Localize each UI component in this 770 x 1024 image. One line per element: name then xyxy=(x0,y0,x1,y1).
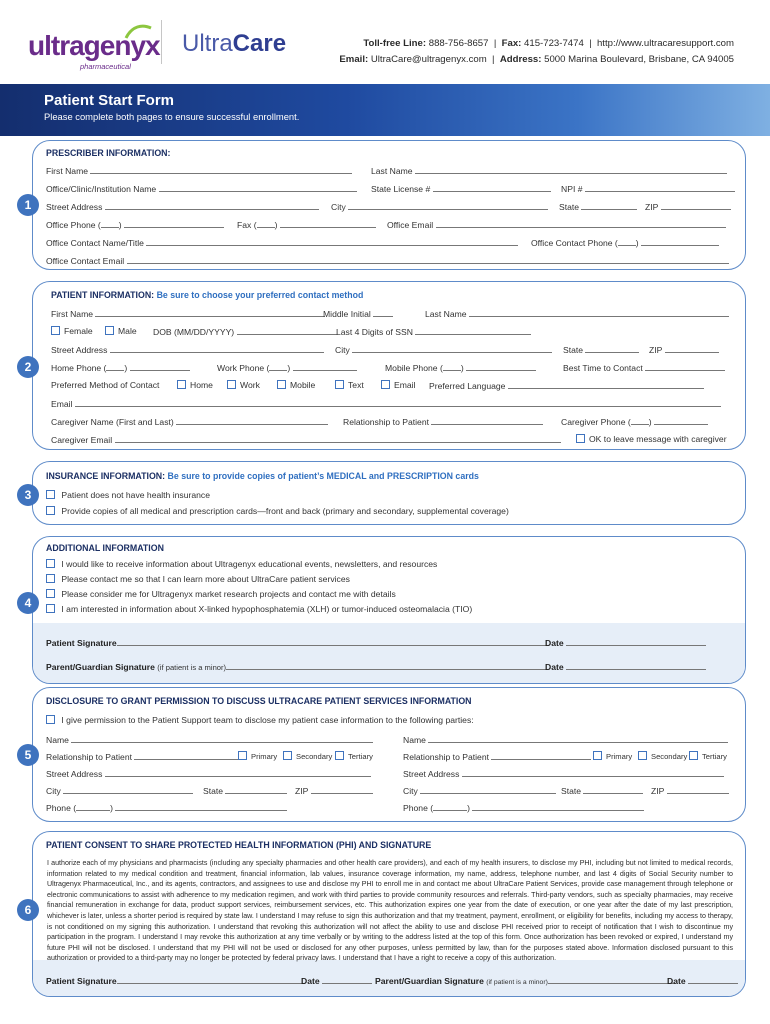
field-party2-phone[interactable]: Phone ( ) xyxy=(403,802,644,813)
field-caregiver-phone[interactable]: Caregiver Phone ( ) xyxy=(561,416,708,427)
field-state-license[interactable]: State License # xyxy=(371,183,551,194)
field-party2-state[interactable]: State xyxy=(561,785,643,796)
checkbox-female[interactable]: Female xyxy=(51,326,93,336)
field-party2-zip[interactable]: ZIP xyxy=(651,785,729,796)
section-additional xyxy=(32,536,746,684)
field-party1-state[interactable]: State xyxy=(203,785,287,796)
field-office-phone[interactable]: Office Phone ( ) xyxy=(46,219,224,230)
field-street[interactable]: Street Address xyxy=(51,344,324,355)
checkbox-text[interactable]: Text xyxy=(335,380,364,390)
field-npi[interactable]: NPI # xyxy=(561,183,735,194)
section-prescriber xyxy=(32,140,746,270)
field-contact-name[interactable]: Office Contact Name/Title xyxy=(46,237,518,248)
field-patient-date[interactable]: Date xyxy=(301,975,372,986)
checkbox-party1-primary[interactable]: Primary xyxy=(238,751,277,761)
section-title: ADDITIONAL INFORMATION xyxy=(46,543,164,553)
checkbox-additional-4[interactable]: I am interested in information about X-linked hypophosphatemia (XLH) or tumor-induced osteomalacia (TIO) xyxy=(46,604,472,614)
section-title: DISCLOSURE TO GRANT PERMISSION TO DISCUSS ULTRACARE PATIENT SERVICES INFORMATION xyxy=(46,696,472,706)
field-caregiver-email[interactable]: Caregiver Email xyxy=(51,434,561,445)
ultragenyx-subtitle: pharmaceutical xyxy=(80,62,131,71)
section-title: PRESCRIBER INFORMATION: xyxy=(46,148,171,158)
section-patient xyxy=(32,281,746,450)
field-party1-city[interactable]: City xyxy=(46,785,193,796)
field-zip[interactable]: ZIP xyxy=(645,201,731,212)
section-number-4: 4 xyxy=(17,592,39,614)
checkbox-party2-primary[interactable]: Primary xyxy=(593,751,632,761)
field-email[interactable]: Email xyxy=(51,398,721,409)
checkbox-party1-secondary[interactable]: Secondary xyxy=(283,751,332,761)
field-mobile-phone[interactable]: Mobile Phone ( ) xyxy=(385,362,536,373)
field-fax[interactable]: Fax ( ) xyxy=(237,219,376,230)
field-party1-relationship[interactable]: Relationship to Patient xyxy=(46,751,244,762)
field-home-phone[interactable]: Home Phone ( ) xyxy=(51,362,190,373)
field-last-name[interactable]: Last Name xyxy=(425,308,729,319)
ultracare-logo: UltraCare xyxy=(182,30,287,57)
field-city[interactable]: City xyxy=(335,344,552,355)
section-title: PATIENT INFORMATION: Be sure to choose your preferred contact method xyxy=(51,290,364,300)
field-party2-name[interactable]: Name xyxy=(403,734,728,745)
field-guardian-date[interactable]: Date xyxy=(667,975,738,986)
section-disclosure xyxy=(32,687,746,822)
field-relationship[interactable]: Relationship to Patient xyxy=(343,416,543,427)
field-party1-name[interactable]: Name xyxy=(46,734,373,745)
section-title: INSURANCE INFORMATION: Be sure to provide copies of patient’s MEDICAL and PRESCRIPTION cards xyxy=(46,471,479,481)
field-patient-signature[interactable]: Patient Signature xyxy=(46,975,305,986)
field-party1-zip[interactable]: ZIP xyxy=(295,785,373,796)
field-guardian-signature[interactable]: Parent/Guardian Signature (if patient is a minor) xyxy=(46,661,548,672)
field-city[interactable]: City xyxy=(331,201,548,212)
field-zip[interactable]: ZIP xyxy=(649,344,719,355)
checkbox-party2-secondary[interactable]: Secondary xyxy=(638,751,687,761)
field-contact-email[interactable]: Office Contact Email xyxy=(46,255,729,266)
email-link[interactable]: UltraCare@ultragenyx.com xyxy=(370,54,487,65)
section-title: PATIENT CONSENT TO SHARE PROTECTED HEALTH INFORMATION (PHI) AND SIGNATURE xyxy=(46,840,432,850)
website-link[interactable]: http://www.ultracaresupport.com xyxy=(596,38,734,49)
field-first-name[interactable]: First Name xyxy=(51,308,325,319)
field-party1-street[interactable]: Street Address xyxy=(46,768,371,779)
checkbox-email[interactable]: Email xyxy=(381,380,416,390)
label-preferred-method: Preferred Method of Contact xyxy=(51,380,160,390)
ultragenyx-logo xyxy=(28,22,160,71)
field-guardian-date[interactable]: Date xyxy=(545,661,706,672)
checkbox-work[interactable]: Work xyxy=(227,380,260,390)
field-contact-phone[interactable]: Office Contact Phone ( ) xyxy=(531,237,719,248)
signature-area xyxy=(33,623,745,684)
field-party2-relationship[interactable]: Relationship to Patient xyxy=(403,751,591,762)
field-street[interactable]: Street Address xyxy=(46,201,319,212)
field-party2-street[interactable]: Street Address xyxy=(403,768,724,779)
checkbox-no-insurance[interactable]: Patient does not have health insurance xyxy=(46,490,210,500)
page-title: Patient Start Form xyxy=(44,92,175,109)
checkbox-additional-2[interactable]: Please contact me so that I can learn more about UltraCare patient services xyxy=(46,574,350,584)
field-first-name[interactable]: First Name xyxy=(46,165,352,176)
field-office-email[interactable]: Office Email xyxy=(387,219,726,230)
page-subtitle: Please complete both pages to ensure successful enrollment. xyxy=(44,111,300,122)
ultragenyx-wordmark: ultragenyx xyxy=(28,30,160,61)
field-state[interactable]: State xyxy=(559,201,637,212)
field-last-name[interactable]: Last Name xyxy=(371,165,727,176)
section-number-6: 6 xyxy=(17,899,39,921)
contact-info: Toll-free Line: 888-756-8657 | Fax: 415-723-7474 | http://www.ultracaresupport.com Email: UltraCare@ultragenyx.com | Address: 5000 Marina Boulevard, Brisbane, CA 94005 xyxy=(339,38,734,65)
title-banner xyxy=(0,84,770,136)
section-consent xyxy=(32,831,746,997)
checkbox-additional-3[interactable]: Please consider me for Ultragenyx market research projects and contact me with details xyxy=(46,589,396,599)
field-state[interactable]: State xyxy=(563,344,639,355)
field-patient-signature[interactable]: Patient Signature xyxy=(46,637,549,648)
field-work-phone[interactable]: Work Phone ( ) xyxy=(217,362,357,373)
field-best-time[interactable]: Best Time to Contact xyxy=(563,362,725,373)
section-number-5: 5 xyxy=(17,744,39,766)
field-party1-phone[interactable]: Phone ( ) xyxy=(46,802,287,813)
checkbox-mobile[interactable]: Mobile xyxy=(277,380,315,390)
checkbox-permission[interactable]: I give permission to the Patient Support team to disclose my patient case information to the following parties: xyxy=(46,715,474,725)
field-caregiver-name[interactable]: Caregiver Name (First and Last) xyxy=(51,416,328,427)
checkbox-party1-tertiary[interactable]: Tertiary xyxy=(335,751,373,761)
field-patient-date[interactable]: Date xyxy=(545,637,706,648)
checkbox-ok-leave-message[interactable]: OK to leave message with caregiver xyxy=(576,434,727,444)
field-ssn[interactable]: Last 4 Digits of SSN xyxy=(336,326,531,337)
field-dob[interactable]: DOB (MM/DD/YYYY) xyxy=(153,326,337,337)
field-office-name[interactable]: Office/Clinic/Institution Name xyxy=(46,183,357,194)
field-preferred-language[interactable]: Preferred Language xyxy=(429,380,704,391)
field-middle-initial[interactable]: Middle Initial xyxy=(323,308,393,319)
checkbox-additional-1[interactable]: I would like to receive information about Ultragenyx educational events, newsletters, and resources xyxy=(46,559,437,569)
section-number-2: 2 xyxy=(17,356,39,378)
logo-divider xyxy=(161,20,162,64)
checkbox-home[interactable]: Home xyxy=(177,380,213,390)
checkbox-male[interactable]: Male xyxy=(105,326,137,336)
section-insurance xyxy=(32,461,746,525)
checkbox-party2-tertiary[interactable]: Tertiary xyxy=(689,751,727,761)
field-party2-city[interactable]: City xyxy=(403,785,556,796)
consent-text: I authorize each of my physicians and pharmacists (including any specialty pharmacies and other health care providers), and each of my health insurers, to disclose my PHI, including but not limited to medical records, information related to my medical condition and treatment, financial information, lab values, insurance coverage information, my name, address, telephone number, and last 4 digits of Social Security number to Ultragenyx Pharmaceutical, Inc., and its agents, contractors, and assignees to use and disclose my PHI to enroll me in and contact me about UltraCare Patient Services, provide case management through telephone or electronic communications to assist with adherence to my medication regimen, and work with third parties to provide community resources and referrals. Third-party vendors, such as specialty pharmacies, may receive financial remuneration in exchange for data, product support services, reimbursement services, etc. This authorization expires one year from the date of execution, or one year after the date of my last prescription, whichever is later, unless a shorter period is required by state law. I understand I may refuse to sign this authorization and that my treatment, payment, enrollment, or eligibility for benefits, including my access to therapy, is not conditioned on my signing this authorization. I understand that revoking this authorization will not affect the ability to use and disclose PHI received prior to receipt of notification that I wish to discontinue my participation in the program. I understand I may revoke this authorization at any time verbally or by writing to the address listed at the top of this form. Once authorization has been revoked or expired, I understand my future PHI will not be disclosed. I understand that my PHI will not be used or disclosed for any other purposes, unless permitted by law, than for the purposes stated above. Information disclosed pursuant to this authorization or provided to a third-party may no longer be protected by federal privacy laws. I understand that I have a right to receive a copy of this authorization. xyxy=(47,859,733,963)
section-number-1: 1 xyxy=(17,194,39,216)
checkbox-provide-copies[interactable]: Provide copies of all medical and prescription cards—front and back (primary and secondary, supplemental coverage) xyxy=(46,506,509,516)
field-guardian-signature[interactable]: Parent/Guardian Signature (if patient is a minor) xyxy=(375,975,676,986)
section-number-3: 3 xyxy=(17,484,39,506)
